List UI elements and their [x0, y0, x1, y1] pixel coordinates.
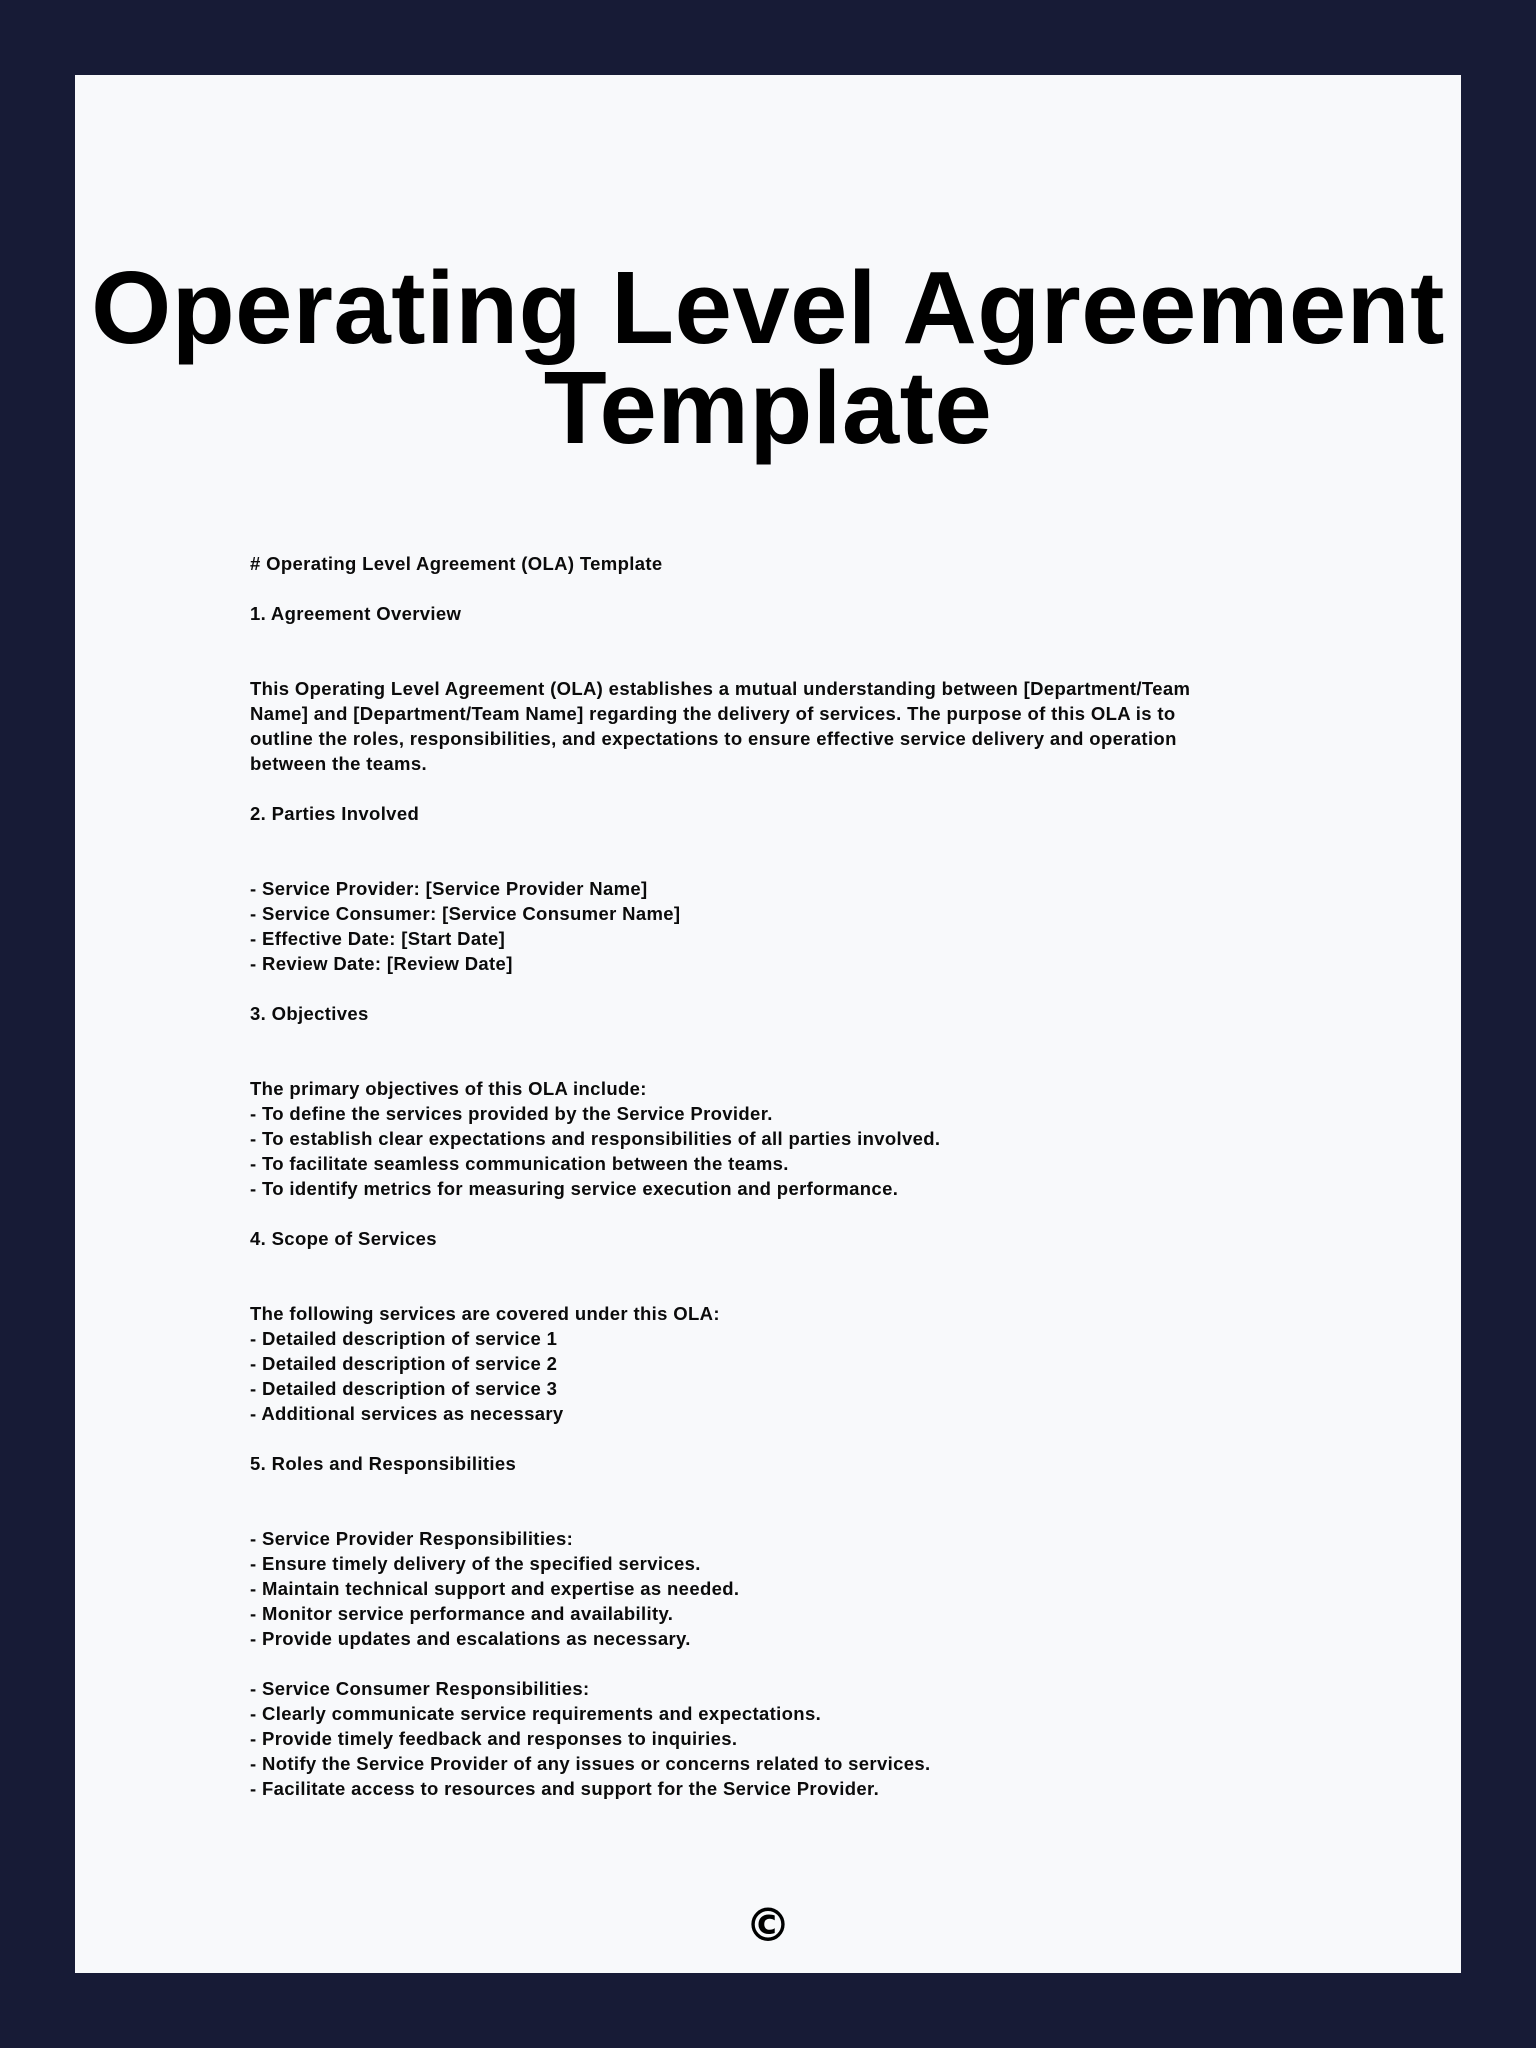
list-item: - Monitor service performance and availability.	[250, 1603, 674, 1624]
copyright-icon: ©	[745, 1898, 791, 1952]
provider-responsibilities-heading: - Service Provider Responsibilities:	[250, 1528, 574, 1549]
list-item: - Detailed description of service 3	[250, 1378, 558, 1399]
list-item: - To facilitate seamless communication between the teams.	[250, 1153, 789, 1174]
blank-line	[250, 1501, 1290, 1526]
section-4-heading: 4. Scope of Services	[250, 1228, 437, 1249]
blank-line	[250, 776, 1290, 801]
title-line-1: Operating Level Agreement	[91, 250, 1445, 365]
blank-line	[250, 976, 1290, 1001]
list-item: - Provide updates and escalations as necessary.	[250, 1628, 691, 1649]
blank-line	[250, 1651, 1290, 1676]
blank-line	[250, 1426, 1290, 1451]
list-item: - Facilitate access to resources and support for the Service Provider.	[250, 1778, 880, 1799]
overview-paragraph-line: outline the roles, responsibilities, and expectations to ensure effective service delivery and operation	[250, 728, 1177, 749]
document-body	[250, 551, 1290, 1801]
blank-line	[250, 626, 1290, 651]
list-item: - To identify metrics for measuring service execution and performance.	[250, 1178, 899, 1199]
blank-line	[250, 851, 1290, 876]
doc-heading: # Operating Level Agreement (OLA) Template	[250, 553, 663, 574]
list-item: - Provide timely feedback and responses to inquiries.	[250, 1728, 738, 1749]
blank-line	[250, 826, 1290, 851]
blank-line	[250, 1201, 1290, 1226]
blank-line	[250, 576, 1290, 601]
section-5-heading: 5. Roles and Responsibilities	[250, 1453, 517, 1474]
list-item: - Detailed description of service 2	[250, 1353, 558, 1374]
overview-paragraph-line: Name] and [Department/Team Name] regarding the delivery of services. The purpose of this OLA is to	[250, 703, 1176, 724]
list-item: - Review Date: [Review Date]	[250, 953, 513, 974]
overview-paragraph-line: This Operating Level Agreement (OLA) establishes a mutual understanding between [Department/Team	[250, 678, 1191, 699]
list-item: - Clearly communicate service requirements and expectations.	[250, 1703, 822, 1724]
list-item: - Ensure timely delivery of the specified services.	[250, 1553, 701, 1574]
document-title	[75, 250, 1461, 465]
list-item: - Maintain technical support and expertise as needed.	[250, 1578, 740, 1599]
title-line-2: Template	[543, 350, 993, 465]
blank-line	[250, 1251, 1290, 1276]
blank-line	[250, 1026, 1290, 1051]
document-page	[75, 75, 1461, 1973]
section-1-heading: 1. Agreement Overview	[250, 603, 462, 624]
list-item: - Service Consumer: [Service Consumer Name]	[250, 903, 681, 924]
blank-line	[250, 1051, 1290, 1076]
list-item: - Additional services as necessary	[250, 1403, 564, 1424]
blank-line	[250, 1476, 1290, 1501]
list-item: - Effective Date: [Start Date]	[250, 928, 506, 949]
consumer-responsibilities-heading: - Service Consumer Responsibilities:	[250, 1678, 590, 1699]
section-2-heading: 2. Parties Involved	[250, 803, 420, 824]
blank-line	[250, 1276, 1290, 1301]
objectives-intro: The primary objectives of this OLA include:	[250, 1078, 647, 1099]
list-item: - Notify the Service Provider of any issues or concerns related to services.	[250, 1753, 931, 1774]
list-item: - To establish clear expectations and responsibilities of all parties involved.	[250, 1128, 941, 1149]
overview-paragraph-line: between the teams.	[250, 753, 427, 774]
section-3-heading: 3. Objectives	[250, 1003, 369, 1024]
list-item: - To define the services provided by the Service Provider.	[250, 1103, 773, 1124]
scope-intro: The following services are covered under this OLA:	[250, 1303, 720, 1324]
list-item: - Detailed description of service 1	[250, 1328, 558, 1349]
list-item: - Service Provider: [Service Provider Name]	[250, 878, 648, 899]
blank-line	[250, 651, 1290, 676]
